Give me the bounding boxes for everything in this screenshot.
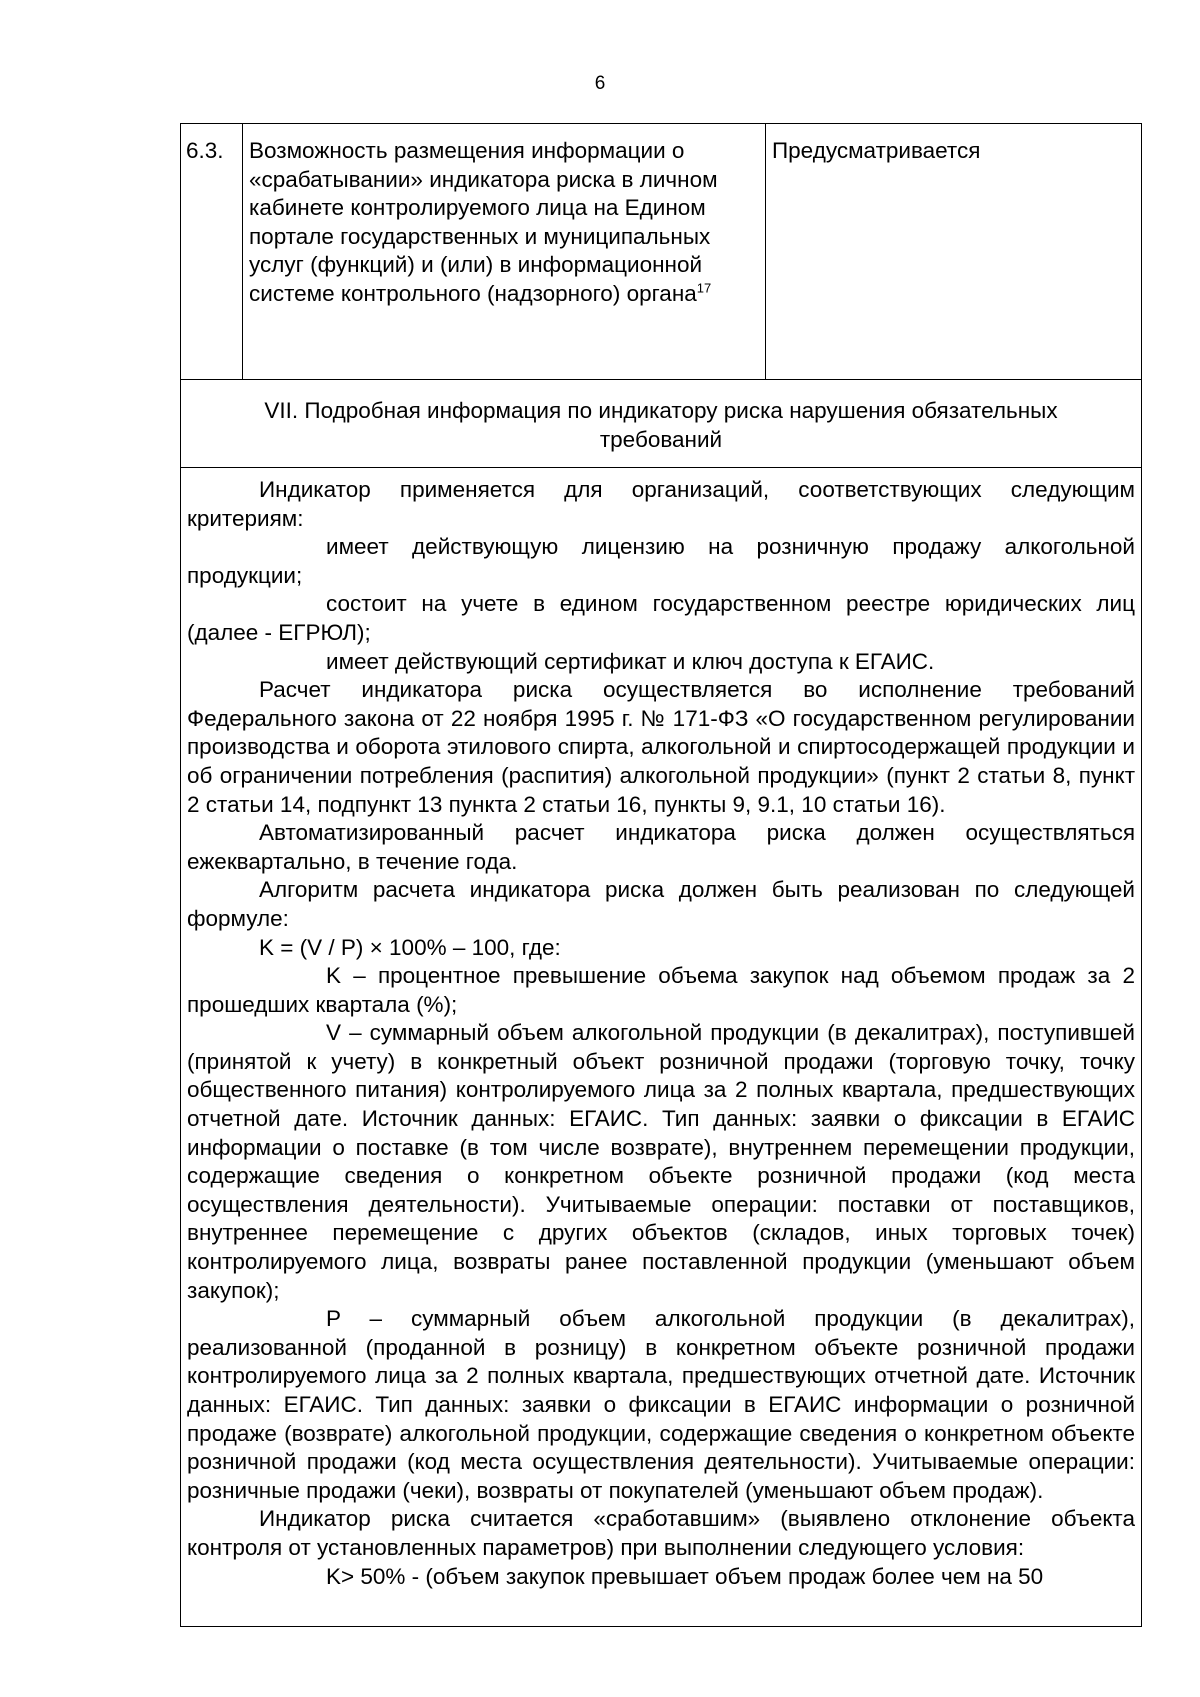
- paragraph-threshold: K> 50% - (объем закупок превышает объем продаж более чем на 50: [326, 1563, 1044, 1589]
- paragraph-k-definition: K – процентное превышение объема закупок над объемом продаж за 2 прошедших квартала (%);: [187, 963, 1135, 1017]
- paragraph-algorithm: Алгоритм расчета индикатора риска должен быть реализован по следующей формуле:: [187, 877, 1135, 931]
- indicator-table: [180, 123, 1142, 1627]
- paragraph-egrul: состоит на учете в едином государственном реестре юридических лиц (далее - ЕГРЮЛ);: [187, 591, 1135, 645]
- section-title: VII. Подробная информация по индикатору риска нарушения обязательных требований: [181, 380, 1142, 468]
- footnote-reference: 17: [696, 280, 712, 296]
- section-body: [181, 468, 1142, 1627]
- section-body-row: [181, 468, 1142, 1627]
- paragraph-p-definition: P – суммарный объем алкогольной продукции (в декалитрах), реализованной (проданной в розницу) в конкретном объекте розничной продажи контролируемого лица за 2 полных квартала, предшествующих отчетной дате. Источник данных: ЕГАИС. Тип данных: заявки о фиксации в ЕГАИС информации о розничной продаже (возврате) алкогольной продукции, содержащие сведения о конкретном объекте розничной продажи (код места осуществления деятельности). Учитываемые операции: розничные продажи (чеки), возвраты от покупателей (уменьшают объем продаж).: [187, 1306, 1135, 1503]
- row-description-text: Возможность размещения информации о «срабатывании» индикатора риска в личном кабинете контролируемого лица на Едином портале государственных и муниципальных услуг (функций) и (или) в информационной системе контрольного (надзорного) органа: [249, 138, 718, 306]
- paragraph-legal-basis: Расчет индикатора риска осуществляется во исполнение требований Федерального закона от 22 ноября 1995 г. № 171-ФЗ «О государственном регулировании производства и оборота этилового спирта, алкогольной и спиртосодержащей продукции и об ограничении потребления (распития) алкогольной продукции» (пункт 2 статьи 8, пункт 2 статьи 14, подпункт 13 пункта 2 статьи 16, пункты 9, 9.1, 10 статьи 16).: [187, 677, 1135, 817]
- row-description: [243, 124, 766, 380]
- paragraph-calc-frequency: Автоматизированный расчет индикатора риска должен осуществляться ежеквартально, в течение года.: [187, 820, 1135, 874]
- formula: K = (V / P) × 100% – 100, где:: [259, 934, 561, 960]
- paragraph-trigger-condition: Индикатор риска считается «сработавшим» (выявлено отклонение объекта контроля от установленных параметров) при выполнении следующего условия:: [187, 1506, 1135, 1560]
- paragraph-egais-certificate: имеет действующий сертификат и ключ доступа к ЕГАИС.: [326, 648, 935, 674]
- paragraph-criteria-intro: Индикатор применяется для организаций, соответствующих следующим критериям:: [187, 477, 1135, 531]
- row-number: 6.3.: [181, 124, 243, 380]
- paragraph-v-definition: V – суммарный объем алкогольной продукции (в декалитрах), поступившей (принятой к учету) в конкретный объект розничной продажи (торговую точку, точку общественного питания) контролируемого лица за 2 полных квартала, предшествующих отчетной дате. Источник данных: ЕГАИС. Тип данных: заявки о фиксации в ЕГАИС информации о поставке (в том числе возврате), внутреннем перемещении продукции, содержащие сведения о конкретном объекте розничной продажи (код места осуществления деятельности). Учитываемые операции: поставки от поставщиков, внутреннее перемещение с других объектов (складов, иных торговых точек) контролируемого лица, возвраты ранее поставленной продукции (уменьшают объем закупок);: [187, 1020, 1135, 1303]
- paragraph-license: имеет действующую лицензию на розничную продажу алкогольной продукции;: [187, 534, 1135, 588]
- table-row: [181, 124, 1142, 380]
- page-number: 6: [594, 73, 606, 94]
- section-header-row: [181, 380, 1142, 468]
- row-value: Предусматривается: [766, 124, 1142, 380]
